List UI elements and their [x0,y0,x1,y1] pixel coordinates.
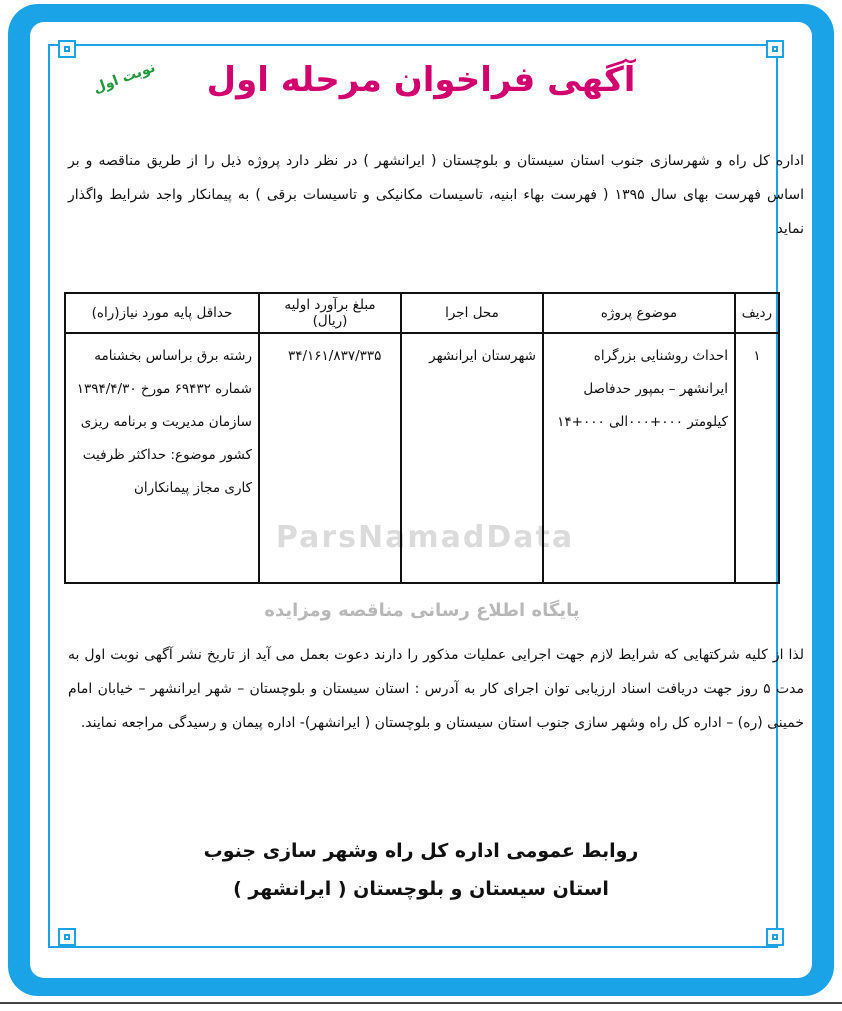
cell-min-qualification: رشته برق براساس بخشنامه شماره ۶۹۴۳۲ مورخ ۱۳۹۴/۴/۳۰ سازمان مدیریت و برنامه ریزی کشور موضوع: حداکثر ظرفیت کاری مجاز پیمانکاران [65,333,259,583]
page-title: آگهی فراخوان مرحله اول [206,60,636,100]
footer-issuer-line1: روابط عمومی اداره کل راه وشهر سازی جنوب [203,840,639,862]
footer-issuer-line2: استان سیستان و بلوچستان ( ایرانشهر ) [233,878,609,900]
corner-ornament-bottom-right [766,928,784,946]
header-estimated-amount: مبلغ برآورد اولیه (ریال) [259,293,401,333]
header-row-number: ردیف [735,293,779,333]
body-paragraph: لذا از کلیه شرکتهایی که شرایط لازم جهت اجرایی عملیات مذکور را دارند دعوت بعمل می آید از تاریخ نشر آگهی نوبت اول به مدت ۵ روز جهت دریافت اسناد ارزیابی توان اجرای کار به آدرس : استان سیستان و بلوچستان – شهر ایرانشهر – خیابان امام خمینی (ره) – اداره کل راه وشهر سازی جنوب استان سیستان و بلوچستان ( ایرانشهر)- اداره پیمان و رسیدگی مراجعه نمایند. [68,647,804,731]
table-header-row [65,293,779,333]
cell-project-subject: احداث روشنایی بزرگراه ایرانشهر – بمپور حدفاصل کیلومتر ۰۰۰+۰۰۰الی ۰۰۰+۱۴ [543,333,735,583]
header-location: محل اجرا [401,293,543,333]
cell-location: شهرستان ایرانشهر [401,333,543,583]
header-project-subject: موضوع پروژه [543,293,735,333]
corner-ornament-bottom-left [58,928,76,946]
intro-paragraph: اداره کل راه و شهرسازی جنوب استان سیستان و بلوچستان ( ایرانشهر ) در نظر دارد پروژه ذیل را از طریق مناقصه و بر اساس فهرست بهای سال ۱۳۹۵ ( فهرست بهاء ابنیه، تاسیسات مکانیکی و تاسیسات برقی ) به پیمانکار واجد شرایط واگذار نماید [68,153,804,237]
cell-row-number: ۱ [735,333,779,583]
corner-ornament-top-left [58,40,76,58]
watermark-tagline: پایگاه اطلاع رسانی مناقصه ومزایده [264,600,580,621]
first-round-badge: نوبت اول [91,59,158,97]
corner-ornament-top-right [766,40,784,58]
bottom-divider [0,1002,842,1004]
watermark-brand: ParsNamadData [275,520,575,555]
header-min-qualification: حداقل پایه مورد نیاز(راه) [65,293,259,333]
cell-estimated-amount: ۳۴/۱۶۱/۸۳۷/۳۳۵ [259,333,401,583]
